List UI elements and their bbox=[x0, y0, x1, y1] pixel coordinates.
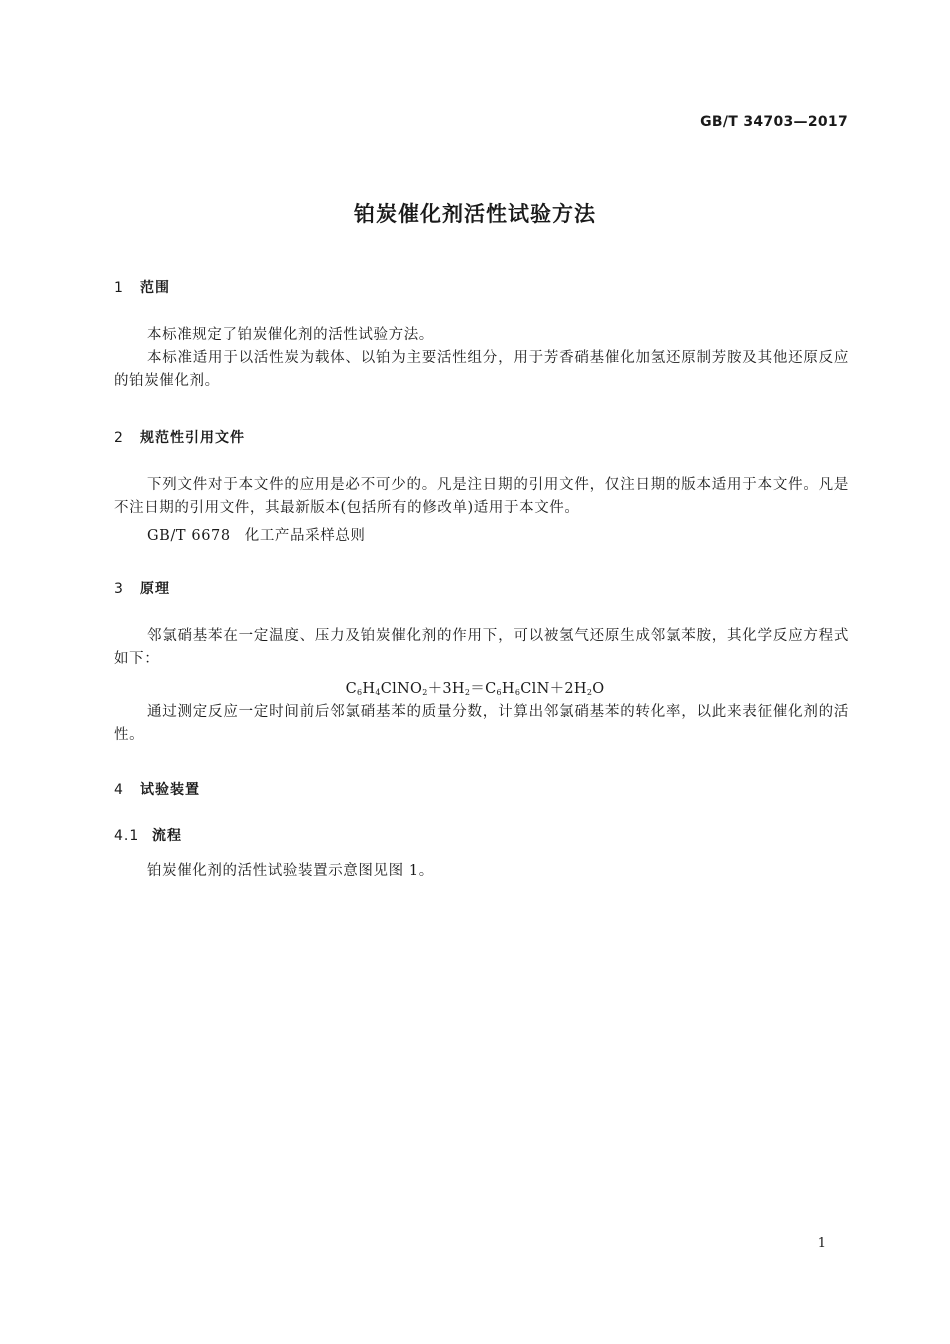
section-title: 范围 bbox=[140, 280, 170, 296]
standard-code: GB/T 34703—2017 bbox=[700, 114, 848, 130]
section-number: 1 bbox=[114, 280, 124, 296]
section-heading-apparatus bbox=[114, 779, 200, 799]
section-heading-scope bbox=[114, 277, 170, 297]
paragraph: 铂炭催化剂的活性试验装置示意图见图 1。 bbox=[147, 863, 434, 879]
section-number: 3 bbox=[114, 581, 124, 597]
subsection-heading-process bbox=[114, 825, 182, 845]
paragraph: 邻氯硝基苯在一定温度、压力及铂炭催化剂的作用下，可以被氢气还原生成邻氯苯胺，其化学反应方程式如下： bbox=[114, 628, 849, 667]
reference-code: GB/T 6678 bbox=[147, 528, 231, 544]
page-number: 1 bbox=[817, 1236, 826, 1251]
paragraph: 下列文件对于本文件的应用是必不可少的。凡是注日期的引用文件，仅注日期的版本适用于本文件。凡是不注日期的引用文件，其最新版本(包括所有的修改单)适用于本文件。 bbox=[114, 477, 849, 516]
paragraph: 本标准规定了铂炭催化剂的活性试验方法。 bbox=[147, 327, 434, 343]
section-title: 规范性引用文件 bbox=[140, 430, 245, 446]
paragraph: 本标准适用于以活性炭为载体、以铂为主要活性组分，用于芳香硝基催化加氢还原制芳胺及其他还原反应的铂炭催化剂。 bbox=[114, 350, 849, 389]
section-title: 原理 bbox=[140, 581, 170, 597]
section-number: 4 bbox=[114, 782, 124, 798]
paragraph: 通过测定反应一定时间前后邻氯硝基苯的质量分数，计算出邻氯硝基苯的转化率，以此来表征催化剂的活性。 bbox=[114, 704, 849, 743]
section-title: 试验装置 bbox=[140, 782, 200, 798]
section-heading-normative-references bbox=[114, 427, 245, 447]
reference-entry bbox=[147, 524, 366, 545]
subsection-number: 4.1 bbox=[114, 828, 140, 844]
reference-title: 化工产品采样总则 bbox=[244, 528, 366, 544]
subsection-title: 流程 bbox=[152, 828, 182, 844]
chemical-equation: $C_6H_4ClNO_2+3H_2=C_6H_6ClN+2H_2O$ bbox=[345, 681, 605, 697]
section-heading-principle bbox=[114, 578, 170, 598]
section-number: 2 bbox=[114, 430, 124, 446]
document-title: 铂炭催化剂活性试验方法 bbox=[354, 202, 596, 226]
